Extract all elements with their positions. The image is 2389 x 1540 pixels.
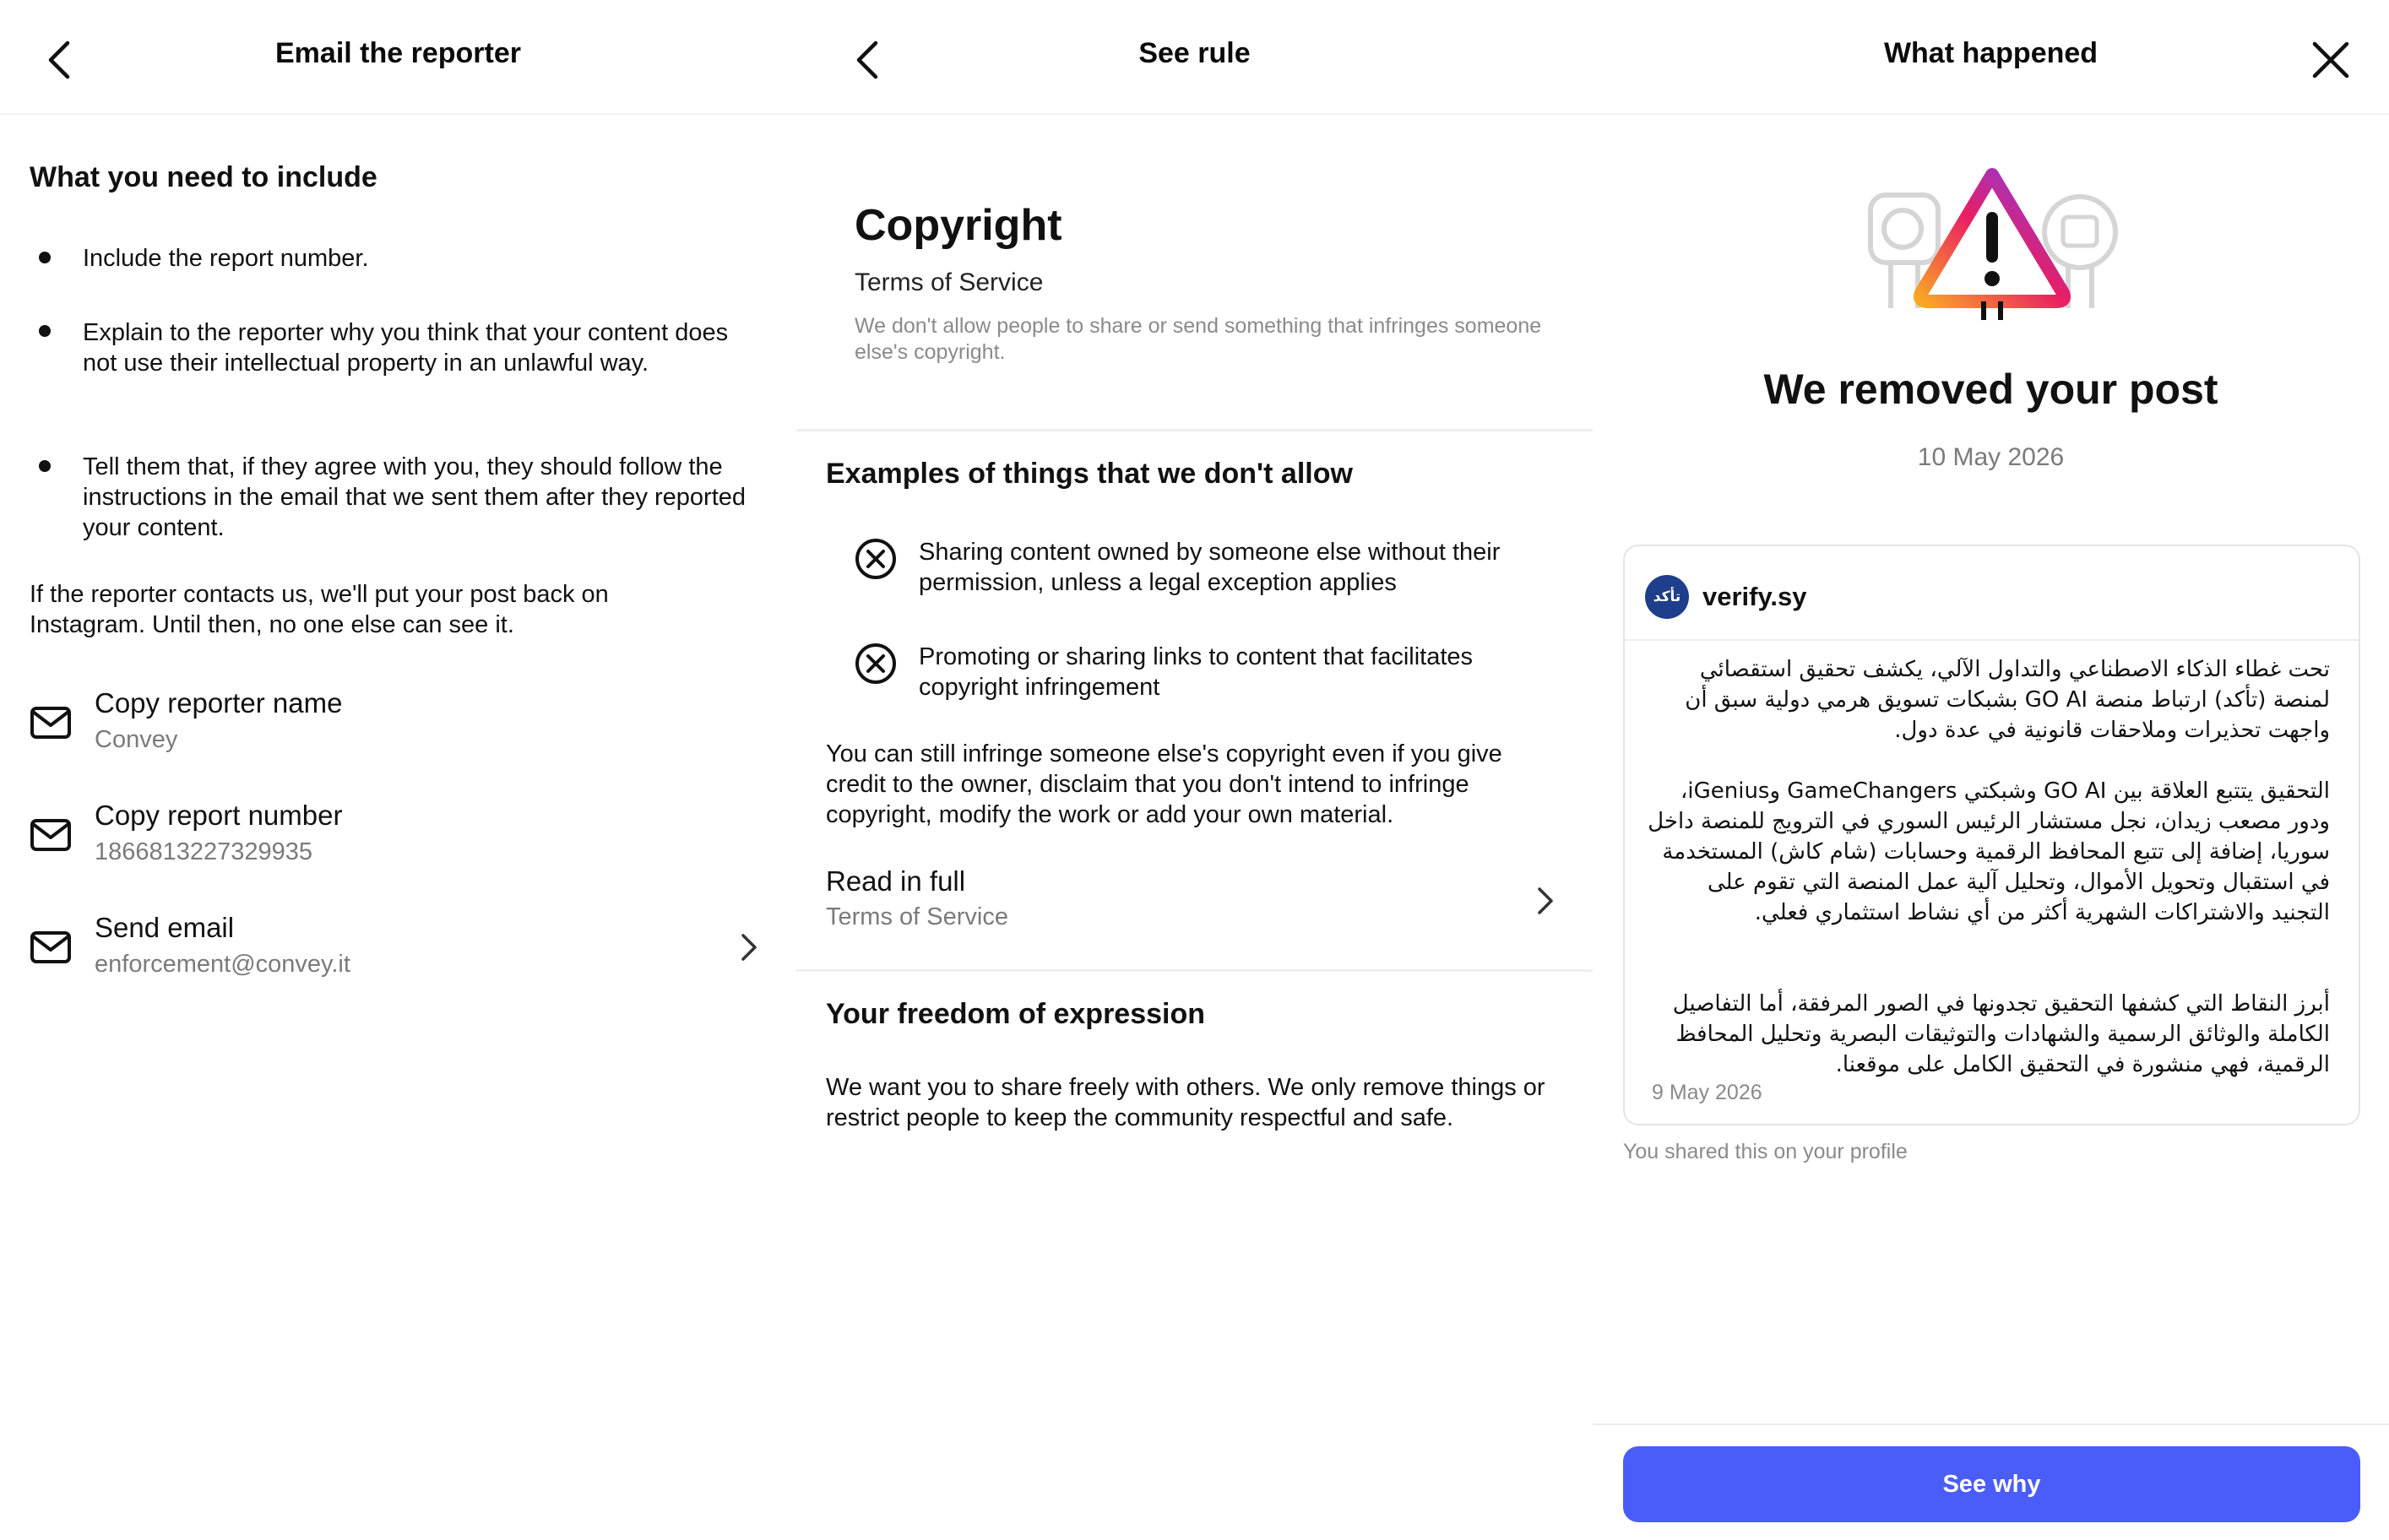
bullet-text: Tell them that, if they agree with you, they should follow the instructions in the email that we sent them after they reported your content. bbox=[83, 453, 747, 541]
read-full-label: Read in full bbox=[826, 865, 966, 897]
divider bbox=[796, 969, 1593, 972]
extra-note: You can still infringe someone else's copyright even if you give credit to the owner, disclaim that you don't intend to infringe copyright, modify the work or add your own material. bbox=[826, 740, 1502, 828]
post-date: 9 May 2026 bbox=[1652, 1081, 1762, 1104]
warning-illustration-icon bbox=[1865, 165, 2119, 325]
section-title: What you need to include bbox=[30, 161, 377, 193]
reporter-name: Convey bbox=[95, 726, 178, 753]
shared-note: You shared this on your profile bbox=[1623, 1140, 1908, 1163]
send-email-button[interactable] bbox=[0, 900, 796, 993]
divider bbox=[1593, 1423, 2389, 1425]
removed-date: 10 May 2026 bbox=[1917, 443, 2065, 471]
what-happened-screen bbox=[1593, 0, 2389, 1540]
read-in-full-link[interactable] bbox=[796, 857, 1593, 950]
bullet-text: Include the report number. bbox=[83, 245, 369, 272]
bullet-text: Explain to the reporter why you think that your content does not use their intellectual property in an unlawful way. bbox=[83, 319, 729, 377]
action-label: Copy report number bbox=[95, 800, 343, 831]
post-caption-paragraph: تحت غطاء الذكاء الاصطناعي والتداول الآلي، يكشف تحقيق استقصائي لمنصة (تأكد) ارتباط منصة GO AI بشبكات تسويق هرمي دولية سبق أن واجهت تحذيرات وملاحقات قانونية في عدة دول. bbox=[1685, 657, 2330, 743]
bullet-dot bbox=[39, 252, 51, 263]
mail-icon bbox=[29, 925, 73, 969]
close-icon bbox=[2310, 39, 2352, 81]
copy-reporter-name-button[interactable] bbox=[0, 675, 796, 768]
header bbox=[0, 0, 796, 115]
info-note: If the reporter contacts us, we'll put your post back on Instagram. Until then, no one else can see it. bbox=[30, 581, 609, 638]
action-label: Send email bbox=[95, 912, 235, 943]
mail-icon bbox=[29, 701, 73, 745]
post-username: verify.sy bbox=[1702, 582, 1807, 611]
copy-report-number-button[interactable] bbox=[0, 788, 796, 881]
removed-heading: We removed your post bbox=[1763, 366, 2218, 413]
removed-post-card bbox=[1623, 545, 2360, 1125]
bullet-dot bbox=[39, 460, 51, 472]
rule-title: Copyright bbox=[855, 201, 1062, 250]
rule-source: Terms of Service bbox=[855, 268, 1044, 296]
cross-circle-icon bbox=[854, 642, 898, 686]
freedom-text: We want you to share freely with others. We only remove things or restrict people to keep the community respectful and safe. bbox=[826, 1074, 1545, 1131]
bullet-dot bbox=[39, 325, 51, 337]
see-rule-screen bbox=[796, 0, 1593, 1540]
page-title: See rule bbox=[1138, 37, 1251, 69]
post-caption-paragraph: التحقيق يتتبع العلاقة بين GO AI وشبكتي GameChangers وiGenius، ودور مصعب زيدان، نجل مستشار الرئيس السوري في الترويج للمنصة داخل سوريا، إضافة إلى تتبع المحافظ الرقمية وحسابات (شام كاش) المستخدمة في استقبال وتحويل الأموال، وتحليل آلية عمل المنصة التي تقوم على التجنيد والاشتراكات الشهرية أكثر من أي نشاط استثماري فعلي. bbox=[1648, 778, 2330, 925]
email-address: enforcement@convey.it bbox=[95, 951, 350, 978]
close-button[interactable] bbox=[2301, 30, 2360, 89]
mail-icon bbox=[29, 813, 73, 857]
post-caption-paragraph: أبرز النقاط التي كشفها التحقيق تجدونها في الصور المرفقة، أما التفاصيل الكاملة والوثائق الرسمية والشهادات والتوثيقات البصرية وتحليل المحافظ الرقمية، فهي منشورة في التحقيق الكامل على موقعنا. bbox=[1672, 991, 2330, 1077]
report-number: 1866813227329935 bbox=[95, 838, 313, 865]
freedom-title: Your freedom of expression bbox=[826, 998, 1206, 1030]
chevron-right-icon bbox=[736, 930, 763, 964]
header bbox=[1593, 0, 2389, 115]
email-reporter-screen bbox=[0, 0, 796, 1540]
chevron-right-icon bbox=[1532, 884, 1559, 918]
examples-title: Examples of things that we don't allow bbox=[826, 458, 1353, 490]
page-title: Email the reporter bbox=[275, 37, 521, 69]
header bbox=[796, 0, 1593, 115]
divider bbox=[796, 429, 1593, 431]
cross-circle-icon bbox=[854, 537, 898, 581]
action-label: Copy reporter name bbox=[95, 687, 343, 718]
rule-description: We don't allow people to share or send something that infringes someone else's copyright. bbox=[855, 314, 1542, 364]
page-title: What happened bbox=[1883, 37, 2099, 69]
example-text: Promoting or sharing links to content that facilitates copyright infringement bbox=[919, 643, 1474, 701]
example-text: Sharing content owned by someone else without their permission, unless a legal exception applies bbox=[919, 539, 1501, 596]
post-header bbox=[1625, 546, 2360, 641]
avatar: تأكد bbox=[1645, 575, 1689, 619]
see-why-button[interactable]: See why bbox=[1623, 1446, 2360, 1522]
read-full-source: Terms of Service bbox=[826, 903, 1008, 930]
